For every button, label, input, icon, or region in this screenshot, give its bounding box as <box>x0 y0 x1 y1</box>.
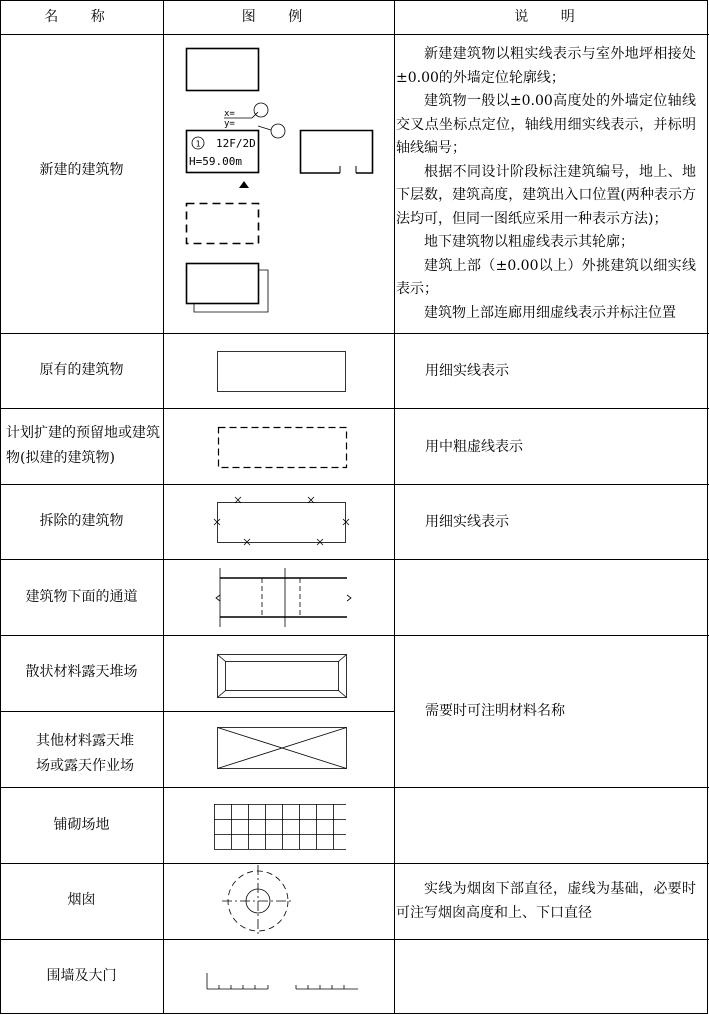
symbol-wall-and-gate <box>207 973 358 989</box>
symbol-demolished-building <box>214 497 349 545</box>
symbol-other-storage <box>218 728 347 769</box>
name-existing-building: 原有的建筑物 <box>39 362 124 378</box>
name-new-building: 新建的建筑物 <box>39 162 124 178</box>
desc-storage: 需要时可注明材料名称 <box>425 703 565 719</box>
symbol-paved-site <box>214 804 346 850</box>
name-chimney: 烟囱 <box>67 892 96 908</box>
header-legend: 图 例 <box>241 9 317 25</box>
floors-label: 12F/2D <box>216 137 256 150</box>
desc-planned-building: 用中粗虚线表示 <box>425 439 523 455</box>
name-bulk-storage: 散状材料露天堆场 <box>25 664 138 680</box>
header-description: 说 明 <box>514 9 589 25</box>
coord-y-label: y= <box>224 119 235 129</box>
name-planned-building: 计划扩建的预留地或建筑物(拟建的建筑物) <box>6 425 160 466</box>
desc-para: 实线为烟囱下部直径，虚线为基础，必要时可注写烟囱高度和上、下口直径 <box>396 881 696 921</box>
desc-para: 建筑物上部连廊用细虚线表示并标注位置 <box>424 304 676 321</box>
desc-demolished-building: 用细实线表示 <box>425 514 509 530</box>
desc-existing-building: 用细实线表示 <box>425 363 509 379</box>
coord-x-label: x= <box>224 109 235 119</box>
name-paved-site: 铺砌场地 <box>53 817 110 833</box>
desc-para: 建筑上部（±0.00以上）外挑建筑以细实线表示； <box>396 257 696 297</box>
height-label: H=59.00m <box>189 155 242 168</box>
symbol-underpass <box>216 568 351 627</box>
desc-para: 新建建筑物以粗实线表示与室外地坪相接处±0.00的外墙定位轮廓线； <box>396 46 696 86</box>
name-underpass: 建筑物下面的通道 <box>25 589 138 605</box>
desc-para: 地下建筑物以粗虚线表示其轮廓； <box>424 234 634 250</box>
name-other-storage: 其他材料露天堆场或露天作业场 <box>36 733 134 774</box>
symbol-new-building <box>187 49 373 313</box>
desc-para: 建筑物一般以±0.00高度处的外墙定位轴线交叉点坐标点定位，轴线用细实线表示，并标明轴线编号； <box>396 93 696 156</box>
name-demolished-building: 拆除的建筑物 <box>39 513 124 529</box>
desc-para: 根据不同设计阶段标注建筑编号，地上、地下层数，建筑高度，建筑出入口位置(两种表示方法均可，但同一图纸应采用一种表示方法)； <box>396 163 696 227</box>
symbol-planned-building <box>219 428 347 468</box>
header-name: 名 称 <box>44 9 119 25</box>
building-number: 1 <box>195 139 201 149</box>
symbol-bulk-storage <box>218 655 347 698</box>
symbol-chimney <box>222 865 294 937</box>
name-wall-and-gate: 围墙及大门 <box>46 968 117 984</box>
symbol-existing-building <box>218 352 346 392</box>
